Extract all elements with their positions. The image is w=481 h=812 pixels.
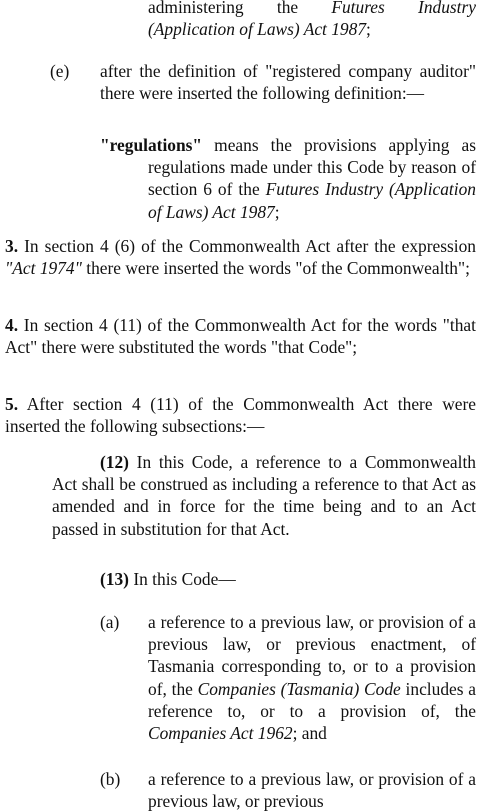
- act-title: Futures Industry (Application of Laws) Act 1987: [148, 0, 476, 40]
- subsection-12: [52, 451, 476, 540]
- subsection-number: (13): [100, 569, 129, 589]
- continuation-text: [148, 0, 476, 40]
- section-4: [5, 314, 476, 358]
- item-a-text-3: ; and: [292, 723, 327, 744]
- definition-text: means the provisions applying as regulations made under this Code by reason of section 6 of the: [148, 135, 476, 200]
- item-label-a: (a): [100, 612, 120, 632]
- section-number: 5.: [5, 394, 19, 414]
- section-3-quote: "Act 1974": [5, 258, 82, 279]
- paragraph-label-e: (e): [50, 61, 70, 81]
- item-label-b: (b): [100, 769, 121, 789]
- section-4-text: In section 4 (11) of the Commonwealth Act for the words "that Act" there were substituted the words "that Code";: [5, 315, 476, 358]
- section-3-text-end: there were inserted the words "of the Commonwealth";: [81, 258, 470, 279]
- continuation-suffix: ;: [366, 19, 371, 40]
- section-number: 4.: [5, 315, 19, 335]
- definition-act-title: Futures Industry (Application of Laws) Act 1987: [148, 179, 476, 222]
- item-a-text-2: includes a reference to, or to a provision of, the: [148, 678, 476, 721]
- subsection-number: (12): [100, 452, 129, 472]
- section-3: [5, 235, 476, 279]
- subsection-13-text: In this Code—: [128, 569, 236, 589]
- item-a-act-1: Companies (Tasmania) Code: [197, 678, 401, 699]
- definition-term: "regulations": [100, 135, 203, 155]
- item-a-act-2: Companies Act 1962: [148, 723, 293, 744]
- paragraph-e-text: after the definition of "registered company auditor" there were inserted the following definition:—: [100, 61, 476, 104]
- definition-regulations: [100, 134, 476, 223]
- continuation-prefix: administering the: [148, 0, 332, 17]
- subsection-12-text: In this Code, a reference to a Commonwealth Act shall be construed as including a reference to that Act as amended and in force for the time being and to an Act passed in substitution for that Act.: [52, 452, 476, 539]
- definition-suffix: ;: [274, 201, 280, 222]
- subsection-13: [100, 568, 476, 590]
- section-5-text: After section 4 (11) of the Commonwealth Act there were inserted the following subsections:—: [5, 394, 476, 437]
- section-5: [5, 393, 476, 437]
- section-3-text: In section 4 (6) of the Commonwealth Act after the expression: [18, 236, 476, 256]
- item-b-text: a reference to a previous law, or provision of a previous law, or previous: [148, 769, 476, 812]
- item-a-text-1: a reference to a previous law, or provision of a previous law, or previous enactment, of Tasmania corresponding to, or to a provision of, the: [148, 612, 476, 699]
- item-a-text: [148, 611, 476, 744]
- section-number: 3.: [5, 236, 19, 256]
